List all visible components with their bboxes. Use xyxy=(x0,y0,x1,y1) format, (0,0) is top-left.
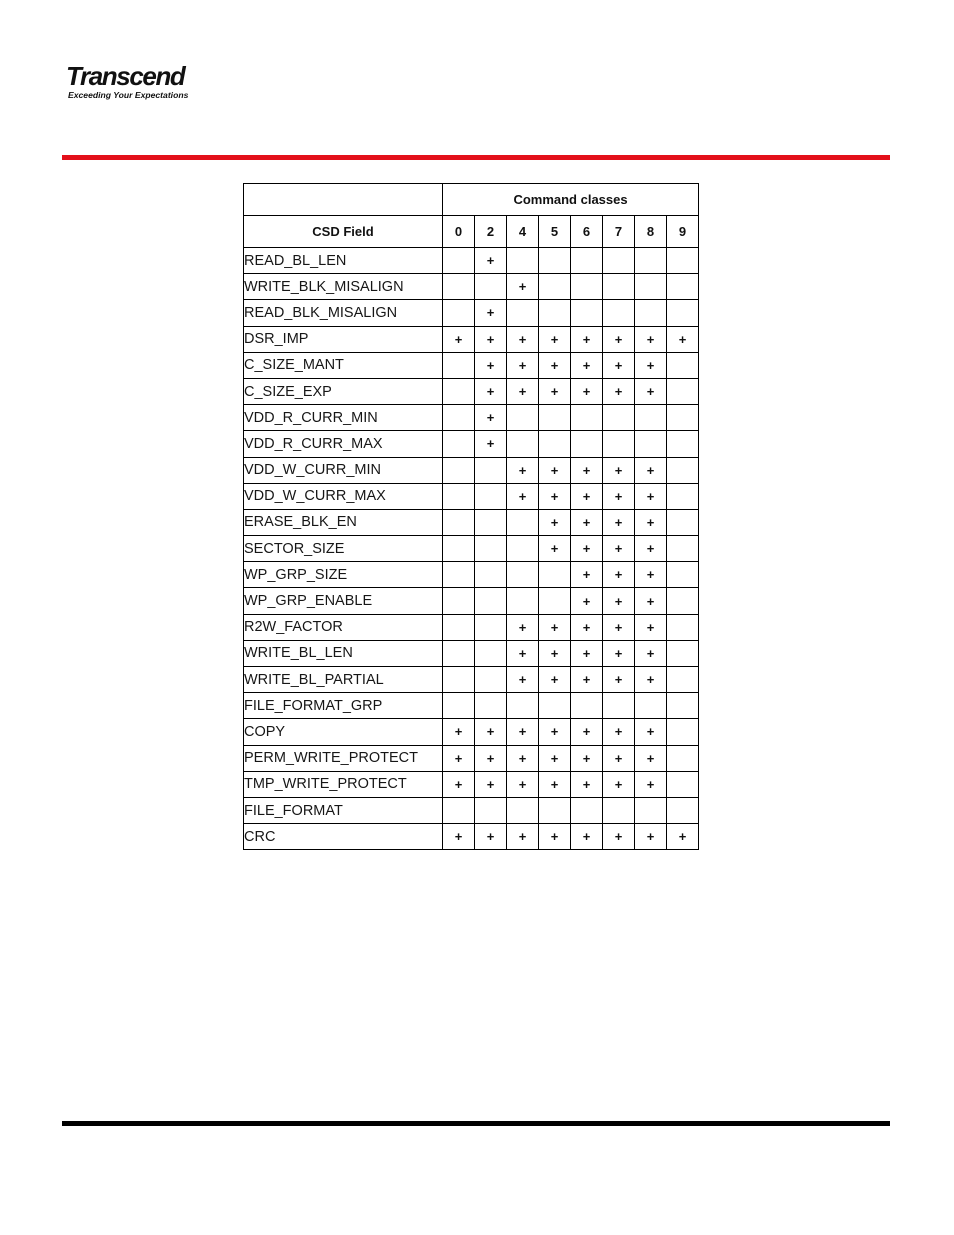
class-column-header: 7 xyxy=(603,216,635,248)
class-support-cell: + xyxy=(635,614,667,640)
class-support-cell xyxy=(443,797,475,823)
csd-field-name: PERM_WRITE_PROTECT xyxy=(244,745,443,771)
class-support-cell xyxy=(443,536,475,562)
table-row xyxy=(244,693,699,719)
class-support-cell: + xyxy=(475,824,507,850)
class-support-cell xyxy=(603,693,635,719)
class-support-cell xyxy=(539,248,571,274)
class-support-cell xyxy=(667,352,699,378)
class-support-cell xyxy=(539,405,571,431)
class-support-cell: + xyxy=(571,640,603,666)
class-support-cell: + xyxy=(667,824,699,850)
class-support-cell xyxy=(667,274,699,300)
class-support-cell: + xyxy=(539,771,571,797)
table-row xyxy=(244,326,699,352)
class-support-cell: + xyxy=(603,745,635,771)
class-support-cell xyxy=(603,300,635,326)
table-row xyxy=(244,431,699,457)
class-support-cell xyxy=(475,509,507,535)
class-support-cell xyxy=(667,640,699,666)
table-row xyxy=(244,797,699,823)
class-column-header: 2 xyxy=(475,216,507,248)
csd-field-name: READ_BLK_MISALIGN xyxy=(244,300,443,326)
class-support-cell: + xyxy=(635,588,667,614)
class-support-cell: + xyxy=(539,483,571,509)
class-support-cell: + xyxy=(571,536,603,562)
class-support-cell: + xyxy=(635,378,667,404)
class-support-cell xyxy=(635,274,667,300)
class-support-cell xyxy=(475,667,507,693)
table-row xyxy=(244,745,699,771)
table-row xyxy=(244,405,699,431)
class-support-cell xyxy=(635,405,667,431)
class-support-cell xyxy=(443,457,475,483)
class-support-cell: + xyxy=(635,457,667,483)
class-support-cell xyxy=(603,405,635,431)
class-support-cell: + xyxy=(475,248,507,274)
class-support-cell xyxy=(507,248,539,274)
class-support-cell xyxy=(475,483,507,509)
class-support-cell: + xyxy=(635,326,667,352)
class-support-cell: + xyxy=(475,431,507,457)
class-support-cell xyxy=(571,300,603,326)
command-classes-header: Command classes xyxy=(443,184,699,216)
csd-field-name: WP_GRP_ENABLE xyxy=(244,588,443,614)
class-support-cell xyxy=(667,405,699,431)
class-support-cell xyxy=(507,562,539,588)
class-support-cell: + xyxy=(571,614,603,640)
class-support-cell: + xyxy=(571,457,603,483)
csd-field-name: TMP_WRITE_PROTECT xyxy=(244,771,443,797)
class-support-cell: + xyxy=(507,274,539,300)
csd-field-name: SECTOR_SIZE xyxy=(244,536,443,562)
class-column-header: 8 xyxy=(635,216,667,248)
class-support-cell xyxy=(667,771,699,797)
class-support-cell xyxy=(507,405,539,431)
class-support-cell: + xyxy=(635,352,667,378)
table-row xyxy=(244,457,699,483)
class-column-header: 9 xyxy=(667,216,699,248)
table-row xyxy=(244,588,699,614)
csd-field-name: VDD_W_CURR_MAX xyxy=(244,483,443,509)
class-support-cell xyxy=(507,693,539,719)
class-support-cell xyxy=(443,667,475,693)
class-support-cell xyxy=(667,509,699,535)
class-support-cell: + xyxy=(539,719,571,745)
class-support-cell: + xyxy=(539,326,571,352)
class-support-cell xyxy=(571,693,603,719)
class-support-cell xyxy=(475,693,507,719)
class-support-cell xyxy=(443,274,475,300)
class-column-header: 5 xyxy=(539,216,571,248)
class-column-header: 6 xyxy=(571,216,603,248)
class-support-cell xyxy=(667,536,699,562)
class-support-cell: + xyxy=(475,326,507,352)
table-row xyxy=(244,483,699,509)
class-column-header: 4 xyxy=(507,216,539,248)
class-support-cell: + xyxy=(539,667,571,693)
class-support-cell: + xyxy=(571,588,603,614)
class-support-cell: + xyxy=(507,667,539,693)
class-support-cell: + xyxy=(571,326,603,352)
table-row xyxy=(244,719,699,745)
class-support-cell: + xyxy=(667,326,699,352)
class-support-cell: + xyxy=(571,745,603,771)
class-support-cell: + xyxy=(571,562,603,588)
csd-field-name: WP_GRP_SIZE xyxy=(244,562,443,588)
header-class-row xyxy=(244,216,699,248)
class-support-cell: + xyxy=(475,719,507,745)
class-support-cell: + xyxy=(603,483,635,509)
table-row xyxy=(244,352,699,378)
class-support-cell: + xyxy=(443,824,475,850)
class-support-cell xyxy=(539,562,571,588)
csd-field-name: WRITE_BL_PARTIAL xyxy=(244,667,443,693)
class-support-cell: + xyxy=(507,326,539,352)
table-row xyxy=(244,667,699,693)
class-support-cell xyxy=(443,352,475,378)
class-support-cell: + xyxy=(603,771,635,797)
class-support-cell: + xyxy=(507,457,539,483)
class-support-cell xyxy=(507,431,539,457)
class-support-cell: + xyxy=(539,509,571,535)
class-support-cell xyxy=(475,457,507,483)
class-support-cell: + xyxy=(539,824,571,850)
class-support-cell xyxy=(667,588,699,614)
class-support-cell: + xyxy=(571,509,603,535)
class-support-cell: + xyxy=(571,378,603,404)
header-group-row xyxy=(244,184,699,216)
class-support-cell: + xyxy=(443,745,475,771)
class-support-cell xyxy=(475,588,507,614)
class-support-cell xyxy=(475,274,507,300)
csd-command-class-table xyxy=(243,183,699,850)
class-support-cell xyxy=(571,405,603,431)
class-support-cell: + xyxy=(507,378,539,404)
class-support-cell xyxy=(443,509,475,535)
table-body xyxy=(244,248,699,850)
class-support-cell xyxy=(667,562,699,588)
class-support-cell: + xyxy=(635,562,667,588)
class-support-cell: + xyxy=(603,824,635,850)
class-support-cell xyxy=(667,431,699,457)
class-support-cell: + xyxy=(603,667,635,693)
brand-logo xyxy=(66,61,188,100)
table-row xyxy=(244,771,699,797)
class-support-cell xyxy=(667,614,699,640)
class-support-cell xyxy=(603,431,635,457)
class-support-cell: + xyxy=(507,771,539,797)
class-support-cell xyxy=(603,248,635,274)
class-support-cell xyxy=(667,248,699,274)
table-row xyxy=(244,378,699,404)
logo-wordmark: Transcend xyxy=(66,61,185,91)
class-support-cell xyxy=(443,640,475,666)
csd-field-name: FILE_FORMAT_GRP xyxy=(244,693,443,719)
class-support-cell: + xyxy=(443,719,475,745)
class-support-cell: + xyxy=(539,640,571,666)
class-support-cell: + xyxy=(539,457,571,483)
csd-field-name: DSR_IMP xyxy=(244,326,443,352)
class-support-cell: + xyxy=(635,824,667,850)
class-support-cell: + xyxy=(603,719,635,745)
class-support-cell xyxy=(539,274,571,300)
csd-field-name: CRC xyxy=(244,824,443,850)
class-support-cell: + xyxy=(603,457,635,483)
table-row xyxy=(244,824,699,850)
class-support-cell xyxy=(475,562,507,588)
class-support-cell xyxy=(507,300,539,326)
class-support-cell xyxy=(507,536,539,562)
class-support-cell: + xyxy=(475,352,507,378)
class-support-cell: + xyxy=(635,719,667,745)
class-support-cell xyxy=(539,588,571,614)
table-row xyxy=(244,614,699,640)
class-support-cell xyxy=(571,274,603,300)
class-support-cell xyxy=(443,562,475,588)
table-row xyxy=(244,248,699,274)
class-support-cell xyxy=(667,745,699,771)
csd-field-name: READ_BL_LEN xyxy=(244,248,443,274)
class-support-cell xyxy=(635,797,667,823)
class-support-cell: + xyxy=(603,509,635,535)
class-support-cell xyxy=(635,300,667,326)
table-row xyxy=(244,274,699,300)
class-support-cell: + xyxy=(603,352,635,378)
class-support-cell: + xyxy=(507,824,539,850)
class-support-cell xyxy=(667,378,699,404)
class-support-cell xyxy=(443,378,475,404)
class-support-cell xyxy=(507,509,539,535)
class-support-cell: + xyxy=(635,483,667,509)
class-support-cell xyxy=(443,588,475,614)
class-support-cell xyxy=(635,693,667,719)
class-support-cell: + xyxy=(603,640,635,666)
csd-field-name: VDD_R_CURR_MIN xyxy=(244,405,443,431)
class-support-cell xyxy=(507,797,539,823)
class-support-cell xyxy=(603,274,635,300)
class-support-cell xyxy=(443,248,475,274)
class-support-cell xyxy=(443,483,475,509)
class-column-header: 0 xyxy=(443,216,475,248)
class-support-cell xyxy=(475,640,507,666)
class-support-cell: + xyxy=(507,640,539,666)
class-support-cell: + xyxy=(603,562,635,588)
class-support-cell xyxy=(667,300,699,326)
footer-rule xyxy=(62,1121,890,1126)
class-support-cell: + xyxy=(539,614,571,640)
table-row xyxy=(244,536,699,562)
csd-field-name: VDD_W_CURR_MIN xyxy=(244,457,443,483)
class-support-cell: + xyxy=(539,378,571,404)
table-row xyxy=(244,509,699,535)
class-support-cell: + xyxy=(539,352,571,378)
logo-tagline: Exceeding Your Expectations xyxy=(68,90,189,100)
csd-field-name: WRITE_BLK_MISALIGN xyxy=(244,274,443,300)
class-support-cell: + xyxy=(475,300,507,326)
header-blank-cell xyxy=(244,184,443,216)
csd-field-name: C_SIZE_MANT xyxy=(244,352,443,378)
class-support-cell: + xyxy=(603,588,635,614)
class-support-cell: + xyxy=(603,326,635,352)
class-support-cell: + xyxy=(571,771,603,797)
class-support-cell: + xyxy=(571,667,603,693)
csd-field-header: CSD Field xyxy=(244,216,443,248)
class-support-cell: + xyxy=(571,483,603,509)
csd-field-name: C_SIZE_EXP xyxy=(244,378,443,404)
class-support-cell: + xyxy=(635,745,667,771)
class-support-cell xyxy=(667,797,699,823)
csd-field-name: WRITE_BL_LEN xyxy=(244,640,443,666)
class-support-cell: + xyxy=(475,378,507,404)
class-support-cell: + xyxy=(635,667,667,693)
class-support-cell xyxy=(443,693,475,719)
class-support-cell: + xyxy=(507,719,539,745)
class-support-cell xyxy=(571,431,603,457)
csd-field-name: COPY xyxy=(244,719,443,745)
class-support-cell xyxy=(667,457,699,483)
class-support-cell xyxy=(475,536,507,562)
class-support-cell xyxy=(667,719,699,745)
class-support-cell: + xyxy=(475,745,507,771)
csd-field-name: VDD_R_CURR_MAX xyxy=(244,431,443,457)
class-support-cell: + xyxy=(571,352,603,378)
class-support-cell xyxy=(667,667,699,693)
class-support-cell: + xyxy=(603,614,635,640)
class-support-cell xyxy=(443,300,475,326)
table-row xyxy=(244,300,699,326)
table-row xyxy=(244,562,699,588)
class-support-cell xyxy=(443,405,475,431)
class-support-cell: + xyxy=(443,326,475,352)
class-support-cell xyxy=(571,248,603,274)
class-support-cell xyxy=(635,431,667,457)
class-support-cell: + xyxy=(539,745,571,771)
class-support-cell xyxy=(539,797,571,823)
class-support-cell xyxy=(539,431,571,457)
class-support-cell xyxy=(539,693,571,719)
class-support-cell xyxy=(571,797,603,823)
class-support-cell xyxy=(603,797,635,823)
class-support-cell: + xyxy=(635,509,667,535)
class-support-cell xyxy=(667,483,699,509)
class-support-cell xyxy=(507,588,539,614)
class-support-cell: + xyxy=(635,771,667,797)
header-rule xyxy=(62,155,890,160)
class-support-cell xyxy=(475,614,507,640)
class-support-cell: + xyxy=(507,352,539,378)
class-support-cell xyxy=(635,248,667,274)
class-support-cell: + xyxy=(507,745,539,771)
class-support-cell xyxy=(475,797,507,823)
class-support-cell: + xyxy=(475,405,507,431)
csd-field-name: ERASE_BLK_EN xyxy=(244,509,443,535)
class-support-cell: + xyxy=(571,719,603,745)
class-support-cell: + xyxy=(603,536,635,562)
class-support-cell xyxy=(443,614,475,640)
class-support-cell: + xyxy=(507,614,539,640)
class-support-cell xyxy=(539,300,571,326)
class-support-cell: + xyxy=(475,771,507,797)
class-support-cell: + xyxy=(635,640,667,666)
class-support-cell xyxy=(667,693,699,719)
table-row xyxy=(244,640,699,666)
class-support-cell: + xyxy=(603,378,635,404)
class-support-cell: + xyxy=(571,824,603,850)
class-support-cell xyxy=(443,431,475,457)
class-support-cell: + xyxy=(635,536,667,562)
class-support-cell: + xyxy=(443,771,475,797)
class-support-cell: + xyxy=(539,536,571,562)
csd-field-name: R2W_FACTOR xyxy=(244,614,443,640)
csd-field-name: FILE_FORMAT xyxy=(244,797,443,823)
class-support-cell: + xyxy=(507,483,539,509)
